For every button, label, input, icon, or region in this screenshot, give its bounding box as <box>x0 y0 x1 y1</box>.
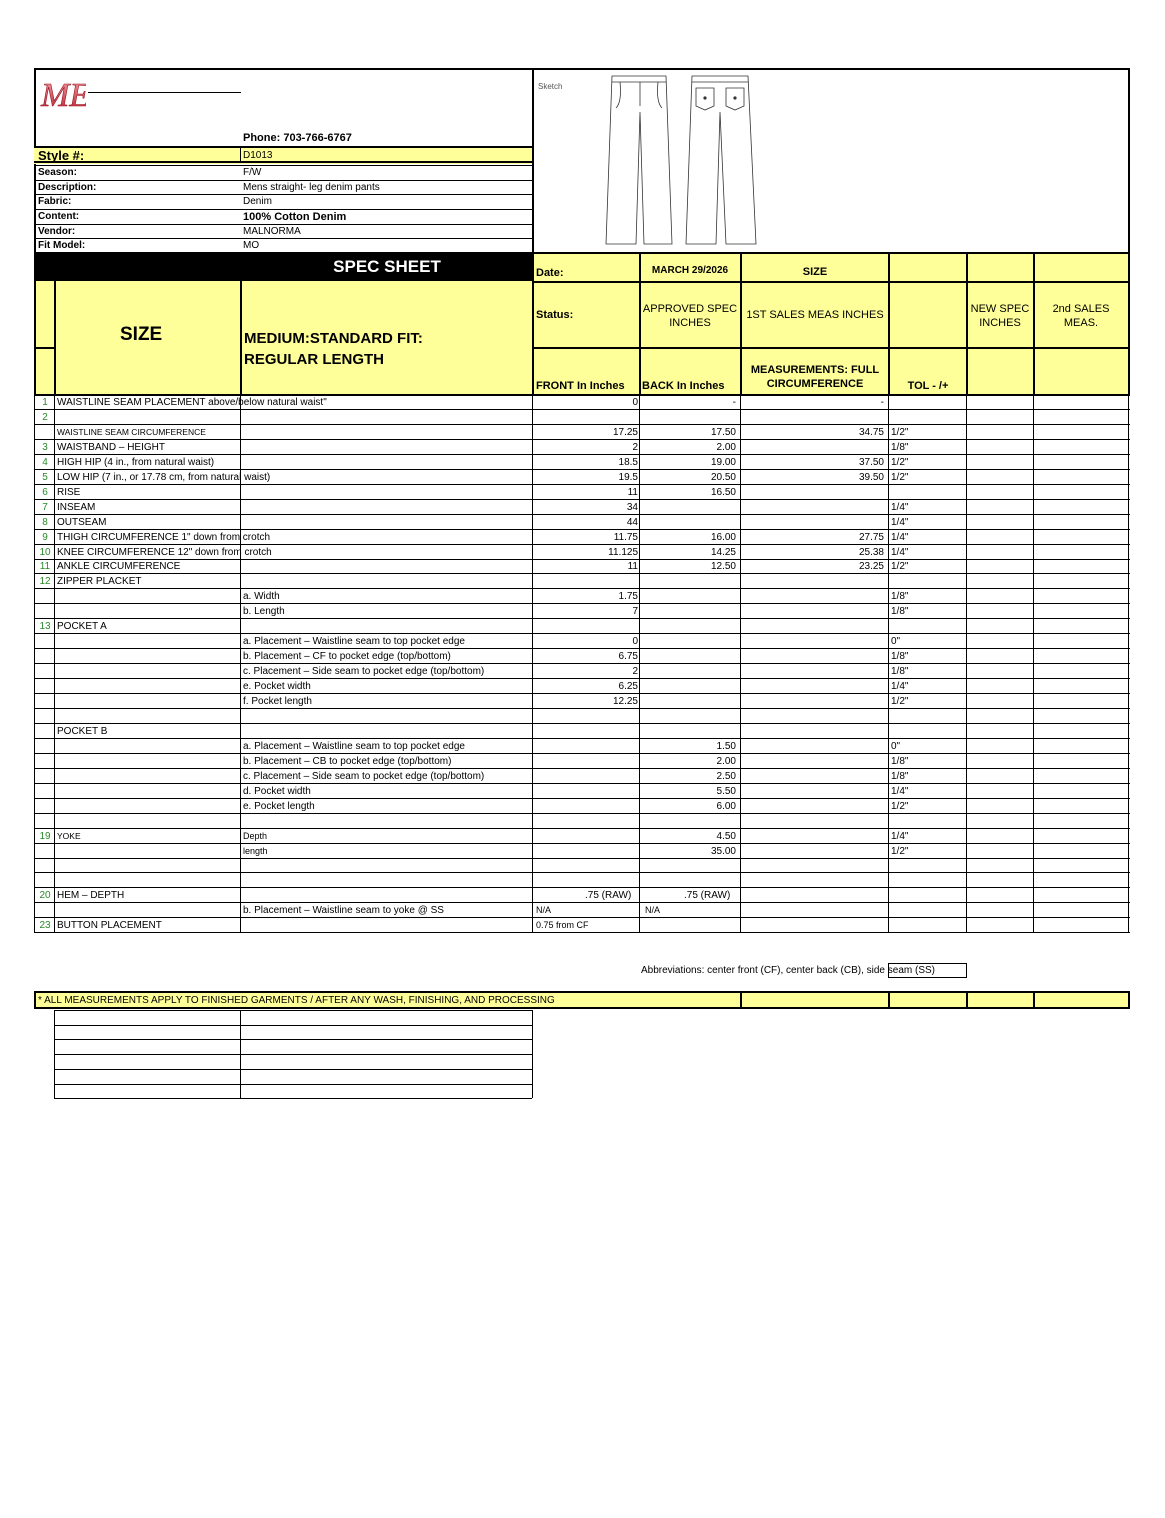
row-number: 19 <box>39 831 51 842</box>
full-circumference-value: 27.75 <box>858 532 884 543</box>
grid-line <box>966 991 968 1009</box>
grid-line <box>1033 395 1034 933</box>
back-value: 14.25 <box>710 547 736 558</box>
field-value: Mens straight- leg denim pants <box>243 182 380 193</box>
full-circumference-value: 23.25 <box>858 561 884 572</box>
front-value: 34 <box>626 502 638 513</box>
measurement-name: WAISTBAND – HEIGHT <box>57 442 165 453</box>
back-value: 20.50 <box>710 472 736 483</box>
front-label: FRONT In Inches <box>536 380 625 392</box>
measurement-detail: b. Placement – CB to pocket edge (top/bottom) <box>243 756 452 767</box>
tolerance-value: 1/2" <box>891 561 909 572</box>
field-label: Season: <box>38 167 77 178</box>
header-divider <box>532 68 534 254</box>
grid-line <box>34 194 532 195</box>
back-value: 12.50 <box>710 561 736 572</box>
measurement-name: HEM – DEPTH <box>57 890 125 901</box>
measurement-name: HIGH HIP (4 in., from natural waist) <box>57 457 215 468</box>
tolerance-value: 1/2" <box>891 457 909 468</box>
measurement-name: RISE <box>57 487 81 498</box>
front-value: 2 <box>632 666 638 677</box>
front-value: 11 <box>627 561 638 572</box>
row-number: 6 <box>42 487 48 498</box>
grid-line <box>34 395 35 933</box>
front-value: N/A <box>536 905 552 915</box>
tolerance-value: 1/2" <box>891 846 909 857</box>
grid-line <box>532 254 534 395</box>
measurement-detail: b. Placement – Waistline seam to yoke @ SS <box>243 905 444 916</box>
front-value: 18.5 <box>618 457 638 468</box>
tolerance-value: 1/8" <box>891 651 909 662</box>
measurement-name: YOKE <box>57 831 81 841</box>
front-value: 11.75 <box>613 532 638 543</box>
row-number: 2 <box>42 412 48 423</box>
measurement-name: LOW HIP (7 in., or 17.78 cm, from natural waist) <box>57 472 271 483</box>
grid-line <box>639 395 640 933</box>
abbrev-box <box>888 963 967 978</box>
front-value: 19.5 <box>618 472 638 483</box>
back-value: 2.00 <box>716 442 736 453</box>
grid-line <box>240 395 241 933</box>
measurement-detail: length <box>243 846 268 856</box>
new-spec-label: NEW SPEC INCHES <box>970 303 1030 329</box>
front-value: 7 <box>632 606 638 617</box>
measurement-detail: a. Placement – Waistline seam to top pocket edge <box>243 741 465 752</box>
row-number: 23 <box>39 920 51 931</box>
date-label: Date: <box>536 267 564 279</box>
tolerance-value: 0" <box>891 741 901 752</box>
measurement-name: ZIPPER PLACKET <box>57 576 142 587</box>
measurement-name: ANKLE CIRCUMFERENCE <box>57 561 181 572</box>
tolerance-value: 1/8" <box>891 442 909 453</box>
full-circumference-label: MEASUREMENTS: FULL CIRCUMFERENCE <box>750 364 880 390</box>
grid-line <box>966 395 967 933</box>
approved-spec-label: APPROVED SPEC INCHES <box>642 303 738 329</box>
grid-line <box>532 395 533 933</box>
tolerance-value: 1/8" <box>891 606 909 617</box>
tolerance-label: TOL - /+ <box>907 380 949 392</box>
row-number: 20 <box>39 890 51 901</box>
grid-line <box>1033 991 1035 1009</box>
grid-line <box>240 281 242 395</box>
front-value: 44 <box>626 517 638 528</box>
grid-line <box>966 254 968 395</box>
tolerance-value: 1/8" <box>891 756 909 767</box>
front-value: 6.75 <box>618 651 638 662</box>
tolerance-value: 1/2" <box>891 427 909 438</box>
field-value: MALNORMA <box>243 226 301 237</box>
row-number: 10 <box>39 547 51 558</box>
grid-line <box>54 1098 532 1099</box>
measurement-detail: b. Length <box>243 606 285 617</box>
date-value: MARCH 29/2026 <box>651 265 729 276</box>
grid-line <box>888 991 890 1009</box>
first-sales-label: 1ST SALES MEAS INCHES <box>746 309 884 321</box>
measurement-name: BUTTON PLACEMENT <box>57 920 162 931</box>
grid-line <box>532 281 1130 283</box>
tolerance-value: 1/8" <box>891 666 909 677</box>
grid-line <box>34 209 532 210</box>
sketch-label: Sketch <box>538 82 563 91</box>
front-value: 11.125 <box>608 547 638 558</box>
tolerance-value: 0" <box>891 636 901 647</box>
grid-line <box>54 1010 55 1098</box>
back-value: 2.00 <box>716 756 736 767</box>
row-number: 5 <box>42 472 48 483</box>
front-value: 0 <box>632 636 638 647</box>
row-number: 9 <box>42 532 48 543</box>
front-value: 0.75 from CF <box>536 920 589 930</box>
field-value: F/W <box>243 167 262 178</box>
tolerance-value: 1/2" <box>891 472 909 483</box>
measurement-name: THIGH CIRCUMFERENCE 1" down from crotch <box>57 532 271 543</box>
grid-line <box>54 1084 532 1085</box>
logo-underline <box>88 92 241 93</box>
measurement-name: WAISTLINE SEAM CIRCUMFERENCE <box>57 427 206 437</box>
full-circumference-value: 39.50 <box>858 472 884 483</box>
row-number: 12 <box>39 576 51 587</box>
grid-line <box>54 1054 532 1055</box>
full-circumference-value: - <box>880 397 884 408</box>
back-value: 2.50 <box>716 771 736 782</box>
grid-line <box>34 238 532 239</box>
grid-line <box>34 180 532 181</box>
measurement-name: KNEE CIRCUMFERENCE 12" down from crotch <box>57 547 272 558</box>
back-value: 35.00 <box>710 846 736 857</box>
measurement-name: OUTSEAM <box>57 517 107 528</box>
grid-line <box>34 224 532 225</box>
measurement-name: POCKET A <box>57 621 107 632</box>
grid-line <box>740 395 741 933</box>
measurement-detail: Depth <box>243 831 268 841</box>
size-column-label: SIZE <box>802 266 828 278</box>
grid-line <box>34 161 532 163</box>
back-label: BACK In Inches <box>642 380 725 392</box>
back-value: 1.50 <box>716 741 736 752</box>
grid-line <box>639 254 641 395</box>
back-value: .75 (RAW) <box>684 890 731 901</box>
row-number: 11 <box>39 561 51 572</box>
field-label: Style #: <box>38 148 85 163</box>
tolerance-value: 1/4" <box>891 517 909 528</box>
grid-line <box>34 165 532 166</box>
measurement-detail: c. Placement – Side seam to pocket edge (top/bottom) <box>243 771 485 782</box>
back-value: 4.50 <box>716 831 736 842</box>
back-value: - <box>732 397 736 408</box>
grid-line <box>532 1010 533 1098</box>
front-value: 6.25 <box>618 681 638 692</box>
front-value: 11 <box>627 487 638 498</box>
grid-line <box>54 395 55 933</box>
tolerance-value: 1/8" <box>891 591 909 602</box>
row-number: 4 <box>42 457 48 468</box>
measurement-detail: e. Pocket width <box>243 681 311 692</box>
row-number: 1 <box>42 397 48 408</box>
full-circumference-value: 37.50 <box>858 457 884 468</box>
fit-description: MEDIUM:STANDARD FIT: REGULAR LENGTH <box>244 330 423 368</box>
tolerance-value: 1/4" <box>891 547 909 558</box>
size-heading: SIZE <box>120 324 163 345</box>
measurement-detail: c. Placement – Side seam to pocket edge (top/bottom) <box>243 666 485 677</box>
field-value: 100% Cotton Denim <box>243 211 347 223</box>
field-value: D1013 <box>243 150 273 161</box>
svg-text:ME: ME <box>41 77 86 112</box>
row-number: 8 <box>42 517 48 528</box>
full-circumference-value: 25.38 <box>858 547 884 558</box>
tolerance-value: 1/2" <box>891 696 909 707</box>
front-value: 12.25 <box>612 696 638 707</box>
field-value: Denim <box>243 196 272 207</box>
tolerance-value: 1/4" <box>891 786 909 797</box>
row-number: 3 <box>42 442 48 453</box>
tolerance-value: 1/4" <box>891 502 909 513</box>
row-number: 7 <box>42 502 48 513</box>
tolerance-value: 1/4" <box>891 681 909 692</box>
measurement-name: POCKET B <box>57 726 108 737</box>
grid-line <box>888 254 890 395</box>
tolerance-value: 1/2" <box>891 801 909 812</box>
company-logo <box>40 74 86 112</box>
field-label: Fit Model: <box>38 240 86 251</box>
grid-line <box>54 1025 532 1026</box>
back-value: 16.50 <box>710 487 736 498</box>
back-value: 6.00 <box>716 801 736 812</box>
field-label: Fabric: <box>38 196 72 207</box>
spec-title: SPEC SHEET <box>333 257 441 276</box>
grid-line <box>740 254 742 395</box>
grid-line <box>1128 254 1130 395</box>
grid-line <box>54 1010 532 1011</box>
measurement-detail: f. Pocket length <box>243 696 312 707</box>
back-value: 19.00 <box>710 457 736 468</box>
field-label: Content: <box>38 211 80 222</box>
grid-line <box>54 281 56 395</box>
grid-line <box>34 146 532 148</box>
back-value: 5.50 <box>716 786 736 797</box>
phone-number: Phone: 703-766-6767 <box>243 132 352 144</box>
second-sales-label: 2nd SALES MEAS. <box>1052 303 1110 329</box>
field-label: Vendor: <box>38 226 76 237</box>
measurement-detail: d. Pocket width <box>243 786 311 797</box>
grid-line <box>54 1039 532 1040</box>
tolerance-value: 1/8" <box>891 771 909 782</box>
row-number: 13 <box>39 621 51 632</box>
grid-line <box>54 1069 532 1070</box>
measurement-detail: e. Pocket length <box>243 801 315 812</box>
grid-line <box>34 347 54 349</box>
measurement-name: WAISTLINE SEAM PLACEMENT above/below natural waist" <box>57 397 327 408</box>
full-circumference-value: 34.75 <box>858 427 884 438</box>
tolerance-value: 1/4" <box>891 532 909 543</box>
grid-line <box>1128 395 1129 933</box>
grid-line <box>532 347 1130 349</box>
finished-garment-note: * ALL MEASUREMENTS APPLY TO FINISHED GARMENTS / AFTER ANY WASH, FINISHING, AND PROCESSING <box>38 995 555 1006</box>
measurement-detail: a. Width <box>243 591 280 602</box>
field-label: Description: <box>38 182 97 193</box>
pants-sketch-image <box>600 72 765 248</box>
grid-line <box>240 1010 241 1098</box>
tolerance-value: 1/4" <box>891 831 909 842</box>
back-value: 17.50 <box>710 427 736 438</box>
grid-line <box>1033 254 1035 395</box>
measurement-detail: b. Placement – CF to pocket edge (top/bottom) <box>243 651 451 662</box>
measurement-name: INSEAM <box>57 502 96 513</box>
grid-line <box>740 991 742 1009</box>
front-value: 2 <box>632 442 638 453</box>
front-value: 17.25 <box>612 427 638 438</box>
status-label: Status: <box>536 309 574 321</box>
back-value: N/A <box>645 905 661 915</box>
front-value: 1.75 <box>618 591 638 602</box>
field-value: MO <box>243 240 260 251</box>
front-value: 0 <box>632 397 638 408</box>
grid-line <box>888 395 889 933</box>
front-value: .75 (RAW) <box>585 890 632 901</box>
abbreviations-note: Abbreviations: center front (CF), center back (CB), side seam (SS) <box>641 965 935 976</box>
measurement-detail: a. Placement – Waistline seam to top pocket edge <box>243 636 465 647</box>
grid-line <box>34 254 36 395</box>
grid-line <box>240 146 241 161</box>
back-value: 16.00 <box>710 532 736 543</box>
